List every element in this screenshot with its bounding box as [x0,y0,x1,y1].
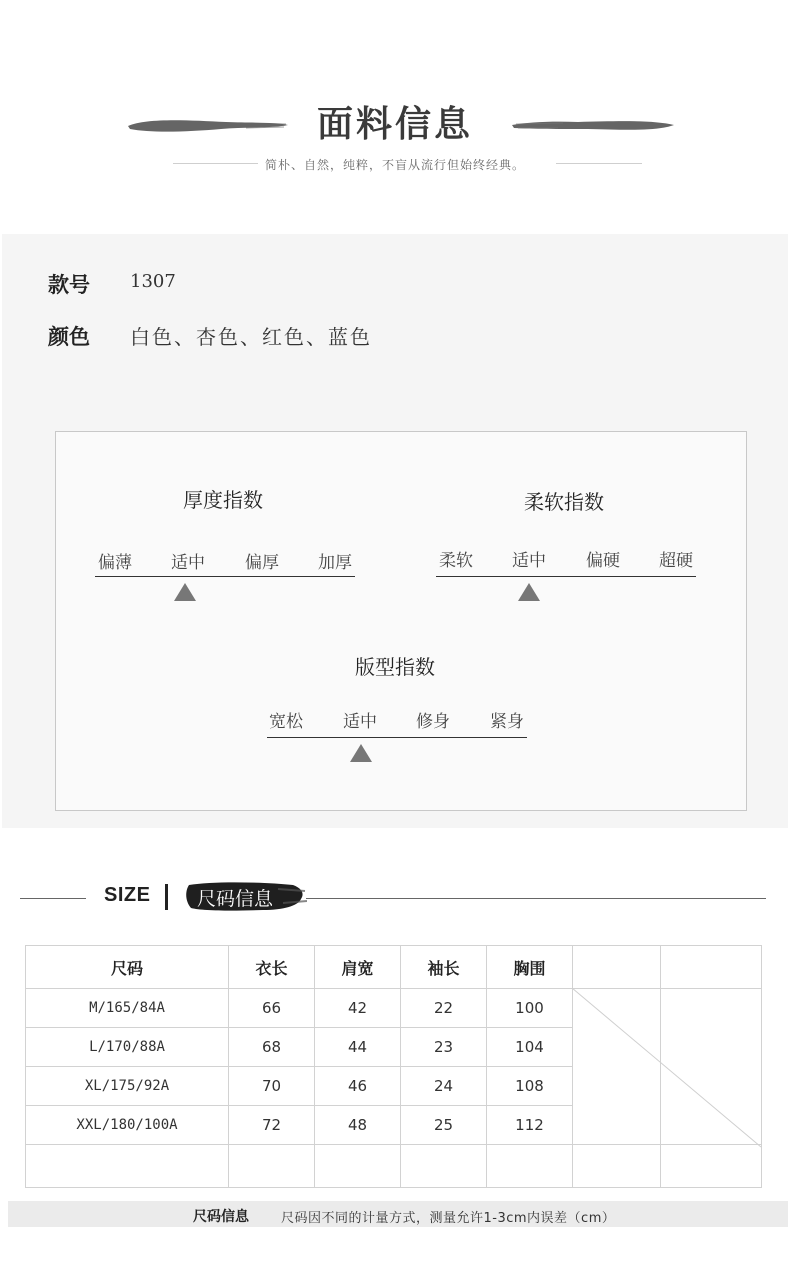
softness-option-medium: 适中 [512,551,546,571]
size-heading: SIZE [104,884,151,906]
thickness-option-extra-thick: 加厚 [318,553,352,573]
cell-size: XXL/180/100A [26,1106,229,1145]
fit-option-regular: 适中 [343,712,377,732]
cell-shoulder: 48 [315,1106,401,1145]
fit-index-title: 版型指数 [355,655,435,679]
table-header-row [26,946,762,989]
subtitle-line-right [556,163,642,164]
header-empty-2 [661,946,762,989]
thickness-option-medium: 适中 [171,553,205,573]
size-note-label: 尺码信息 [193,1209,249,1225]
cell-length: 66 [229,989,315,1028]
softness-marker-icon [518,583,540,601]
cell-length: 70 [229,1067,315,1106]
cell-chest: 112 [487,1106,573,1145]
header-shoulder: 肩宽 [315,946,401,989]
cell-sleeve: 22 [401,989,487,1028]
thickness-index-title: 厚度指数 [183,488,263,512]
size-heading-divider [165,884,168,910]
cell-sleeve: 23 [401,1028,487,1067]
cell-length: 68 [229,1028,315,1067]
fit-option-loose: 宽松 [269,712,303,732]
fit-marker-icon [350,744,372,762]
cell-empty [229,1145,315,1188]
cell-shoulder: 44 [315,1028,401,1067]
cell-sleeve: 24 [401,1067,487,1106]
section-title: 面料信息 [316,103,473,145]
cell-shoulder: 46 [315,1067,401,1106]
fabric-index-box [55,431,747,811]
fit-option-slim: 修身 [416,712,450,732]
cell-empty [573,1145,661,1188]
softness-option-soft: 柔软 [439,551,473,571]
cell-chest: 104 [487,1028,573,1067]
cell-length: 72 [229,1106,315,1145]
header-empty-1 [573,946,661,989]
table-diagonal-line [572,988,761,1148]
cell-shoulder: 42 [315,989,401,1028]
cell-size: L/170/88A [26,1028,229,1067]
cell-size: XL/175/92A [26,1067,229,1106]
header-length: 衣长 [229,946,315,989]
style-number-value: 1307 [130,271,176,292]
header-sleeve: 袖长 [401,946,487,989]
cell-empty [401,1145,487,1188]
cell-size: M/165/84A [26,989,229,1028]
cell-empty [315,1145,401,1188]
cell-chest: 108 [487,1067,573,1106]
cell-empty [487,1145,573,1188]
thickness-option-thick: 偏厚 [245,553,279,573]
cell-empty [26,1145,229,1188]
thickness-scale-line [95,576,355,577]
header-size: 尺码 [26,946,229,989]
size-header-line-right [306,898,766,899]
table-row [26,1145,762,1188]
color-value: 白色、杏色、红色、蓝色 [130,325,372,349]
softness-option-extra-stiff: 超硬 [659,551,693,571]
size-header-line-left [20,898,86,899]
color-label: 颜色 [48,325,90,349]
size-note-text: 尺码因不同的计量方式，测量允许1-3cm内误差（cm） [281,1211,616,1226]
cell-empty [661,1145,762,1188]
cell-chest: 100 [487,989,573,1028]
section-subtitle: 简朴、自然，纯粹，不盲从流行但始终经典。 [264,158,525,172]
header-chest: 胸围 [487,946,573,989]
fit-option-tight: 紧身 [490,712,524,732]
thickness-option-thin: 偏薄 [98,553,132,573]
cell-sleeve: 25 [401,1106,487,1145]
right-ink-brush-decoration [508,114,678,138]
size-heading-cn: 尺码信息 [197,888,274,910]
softness-index-title: 柔软指数 [524,490,604,514]
softness-scale-line [436,576,696,577]
thickness-marker-icon [174,583,196,601]
fit-scale-line [267,737,527,738]
style-number-label: 款号 [48,273,90,297]
softness-option-stiff: 偏硬 [586,551,620,571]
